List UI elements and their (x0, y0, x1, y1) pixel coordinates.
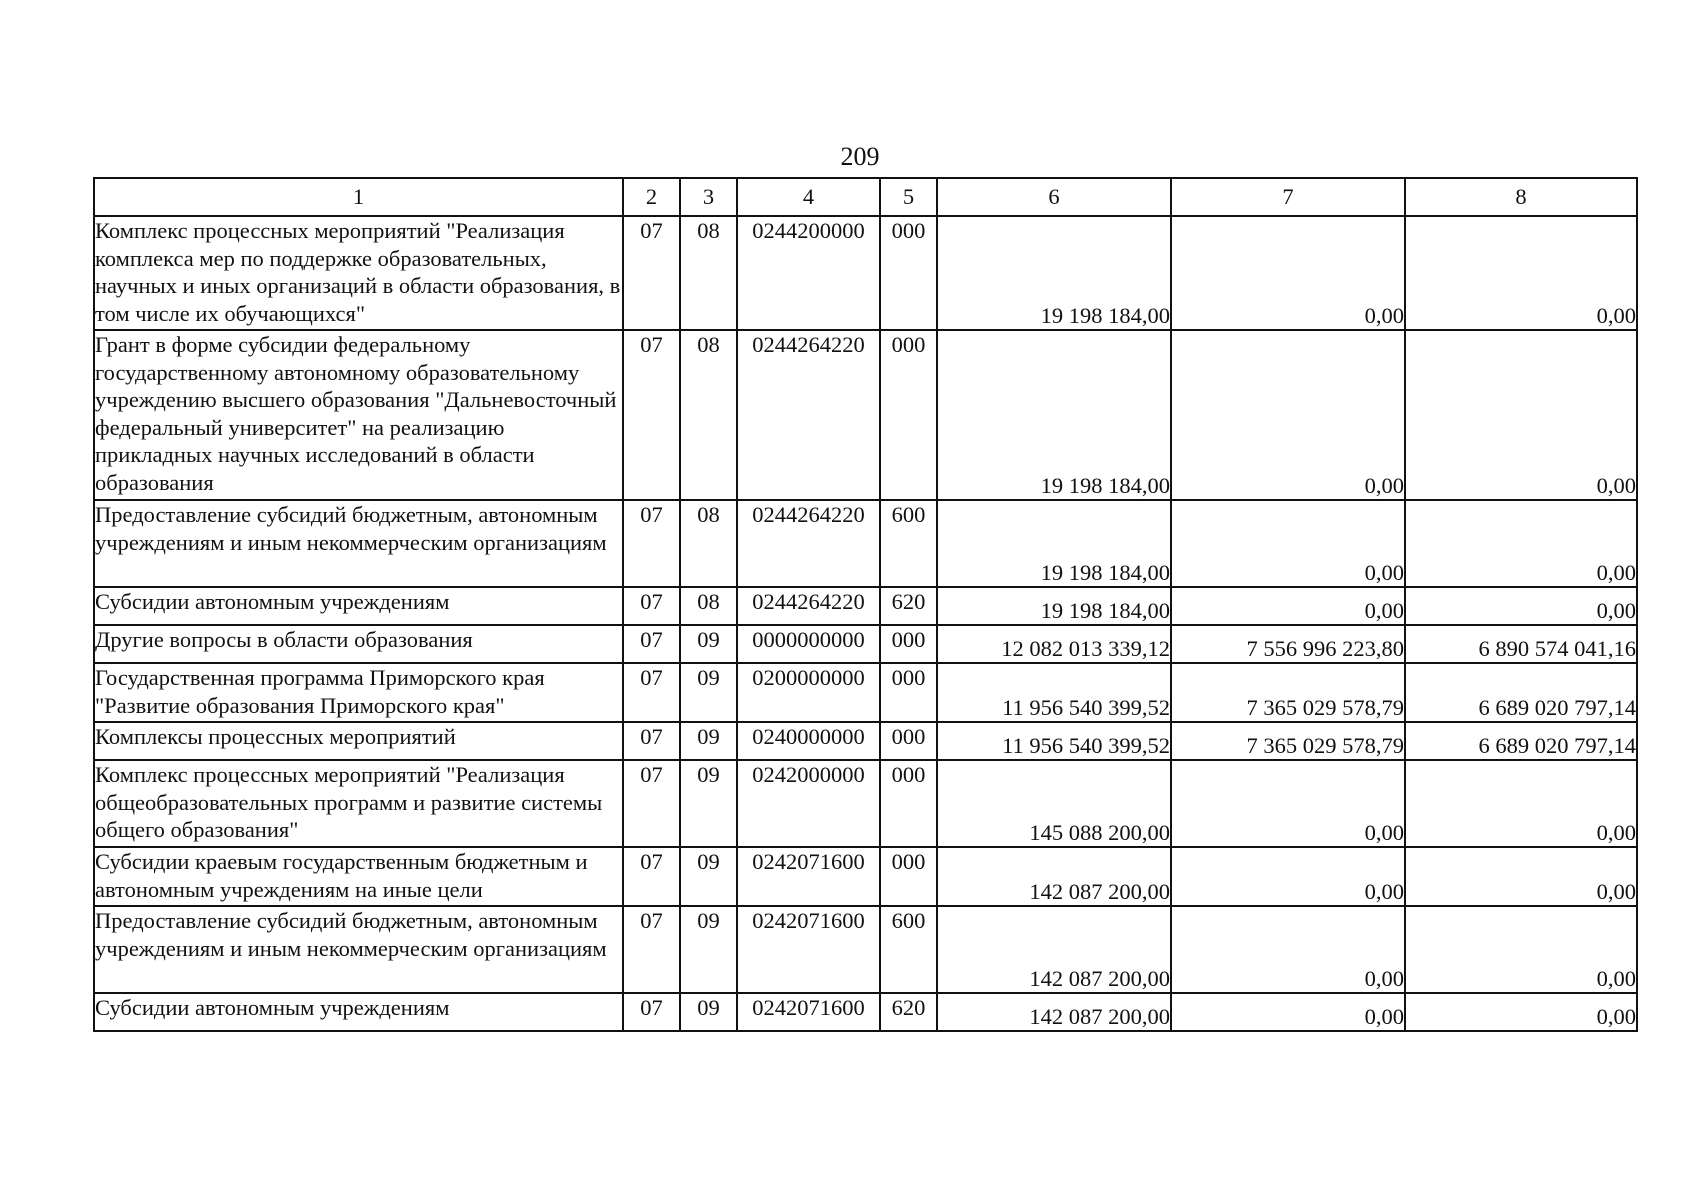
row-code-section: 07 (623, 663, 680, 722)
table-row (94, 722, 1637, 760)
row-code-target: 0200000000 (737, 663, 880, 722)
row-code-expense-type: 000 (880, 625, 937, 663)
row-code-target: 0242071600 (737, 847, 880, 906)
row-amount-col8: 6 689 020 797,14 (1405, 663, 1637, 722)
row-code-target: 0244200000 (737, 216, 880, 330)
row-code-expense-type: 000 (880, 760, 937, 847)
row-amount-col8: 6 689 020 797,14 (1405, 722, 1637, 760)
row-code-expense-type: 000 (880, 216, 937, 330)
row-code-section: 07 (623, 500, 680, 587)
table-body (94, 216, 1637, 1031)
column-header: 2 (623, 178, 680, 216)
table-row (94, 216, 1637, 330)
row-amount-col8: 0,00 (1405, 906, 1637, 993)
column-header: 5 (880, 178, 937, 216)
row-code-expense-type: 000 (880, 330, 937, 500)
row-code-section: 07 (623, 330, 680, 500)
column-header: 1 (94, 178, 623, 216)
table-row (94, 625, 1637, 663)
table-row (94, 587, 1637, 625)
row-name: Комплекс процессных мероприятий "Реализация комплекса мер по поддержке образовательных, научных и иных организаций в области образования, в том числе их обучающихся" (94, 216, 623, 330)
row-code-subsection: 08 (680, 216, 737, 330)
table-row (94, 993, 1637, 1031)
row-name: Субсидии автономным учреждениям (94, 587, 623, 625)
column-header: 6 (937, 178, 1171, 216)
row-code-expense-type: 000 (880, 663, 937, 722)
row-code-section: 07 (623, 906, 680, 993)
row-amount-col7: 0,00 (1171, 216, 1405, 330)
row-code-subsection: 09 (680, 847, 737, 906)
row-amount-col7: 7 365 029 578,79 (1171, 722, 1405, 760)
row-code-subsection: 09 (680, 722, 737, 760)
row-code-expense-type: 620 (880, 587, 937, 625)
row-code-target: 0244264220 (737, 500, 880, 587)
row-amount-col6: 145 088 200,00 (937, 760, 1171, 847)
table-row (94, 760, 1637, 847)
row-name: Субсидии краевым государственным бюджетным и автономным учреждениям на иные цели (94, 847, 623, 906)
row-code-section: 07 (623, 722, 680, 760)
column-header: 8 (1405, 178, 1637, 216)
row-code-expense-type: 620 (880, 993, 937, 1031)
row-code-subsection: 08 (680, 587, 737, 625)
row-code-section: 07 (623, 760, 680, 847)
row-code-subsection: 08 (680, 330, 737, 500)
row-amount-col6: 12 082 013 339,12 (937, 625, 1171, 663)
row-code-section: 07 (623, 587, 680, 625)
row-amount-col6: 19 198 184,00 (937, 330, 1171, 500)
row-name: Предоставление субсидий бюджетным, автономным учреждениям и иным некоммерческим организациям (94, 906, 623, 993)
table-row (94, 500, 1637, 587)
row-amount-col7: 0,00 (1171, 587, 1405, 625)
row-name: Субсидии автономным учреждениям (94, 993, 623, 1031)
row-code-target: 0242071600 (737, 993, 880, 1031)
row-name: Грант в форме субсидии федеральному государственному автономному образовательному учреждению высшего образования "Дальневосточный федеральный университет" на реализацию прикладных научных исследований в области образования (94, 330, 623, 500)
page-number: 209 (840, 142, 880, 171)
row-code-section: 07 (623, 993, 680, 1031)
row-amount-col6: 11 956 540 399,52 (937, 663, 1171, 722)
column-header: 3 (680, 178, 737, 216)
row-code-subsection: 09 (680, 625, 737, 663)
row-code-section: 07 (623, 625, 680, 663)
row-amount-col6: 142 087 200,00 (937, 906, 1171, 993)
row-amount-col7: 0,00 (1171, 760, 1405, 847)
row-code-subsection: 09 (680, 663, 737, 722)
row-amount-col8: 0,00 (1405, 216, 1637, 330)
row-code-expense-type: 600 (880, 500, 937, 587)
table-row (94, 847, 1637, 906)
row-name: Предоставление субсидий бюджетным, автономным учреждениям и иным некоммерческим организациям (94, 500, 623, 587)
table-row (94, 663, 1637, 722)
row-amount-col7: 0,00 (1171, 847, 1405, 906)
row-amount-col6: 19 198 184,00 (937, 587, 1171, 625)
table-row (94, 330, 1637, 500)
row-code-target: 0244264220 (737, 587, 880, 625)
budget-table (93, 177, 1638, 1032)
row-amount-col6: 11 956 540 399,52 (937, 722, 1171, 760)
row-code-expense-type: 000 (880, 847, 937, 906)
row-code-subsection: 09 (680, 993, 737, 1031)
row-code-expense-type: 000 (880, 722, 937, 760)
row-name: Другие вопросы в области образования (94, 625, 623, 663)
row-code-target: 0242000000 (737, 760, 880, 847)
row-amount-col6: 19 198 184,00 (937, 500, 1171, 587)
row-name: Комплексы процессных мероприятий (94, 722, 623, 760)
row-code-subsection: 08 (680, 500, 737, 587)
row-amount-col7: 0,00 (1171, 993, 1405, 1031)
row-amount-col7: 7 365 029 578,79 (1171, 663, 1405, 722)
table-row (94, 906, 1637, 993)
row-amount-col6: 19 198 184,00 (937, 216, 1171, 330)
row-amount-col8: 0,00 (1405, 330, 1637, 500)
row-code-target: 0244264220 (737, 330, 880, 500)
row-amount-col7: 7 556 996 223,80 (1171, 625, 1405, 663)
row-amount-col8: 0,00 (1405, 500, 1637, 587)
row-name: Комплекс процессных мероприятий "Реализация общеобразовательных программ и развитие системы общего образования" (94, 760, 623, 847)
column-header: 7 (1171, 178, 1405, 216)
row-amount-col6: 142 087 200,00 (937, 993, 1171, 1031)
row-amount-col8: 0,00 (1405, 587, 1637, 625)
row-amount-col8: 0,00 (1405, 993, 1637, 1031)
row-amount-col6: 142 087 200,00 (937, 847, 1171, 906)
row-code-target: 0240000000 (737, 722, 880, 760)
row-amount-col7: 0,00 (1171, 330, 1405, 500)
row-name: Государственная программа Приморского края "Развитие образования Приморского края" (94, 663, 623, 722)
row-amount-col7: 0,00 (1171, 500, 1405, 587)
table-header-row (94, 178, 1637, 216)
row-amount-col8: 6 890 574 041,16 (1405, 625, 1637, 663)
row-code-subsection: 09 (680, 760, 737, 847)
row-amount-col8: 0,00 (1405, 760, 1637, 847)
row-code-target: 0000000000 (737, 625, 880, 663)
row-code-expense-type: 600 (880, 906, 937, 993)
row-amount-col8: 0,00 (1405, 847, 1637, 906)
row-code-subsection: 09 (680, 906, 737, 993)
row-code-target: 0242071600 (737, 906, 880, 993)
column-header: 4 (737, 178, 880, 216)
row-code-section: 07 (623, 216, 680, 330)
row-code-section: 07 (623, 847, 680, 906)
row-amount-col7: 0,00 (1171, 906, 1405, 993)
